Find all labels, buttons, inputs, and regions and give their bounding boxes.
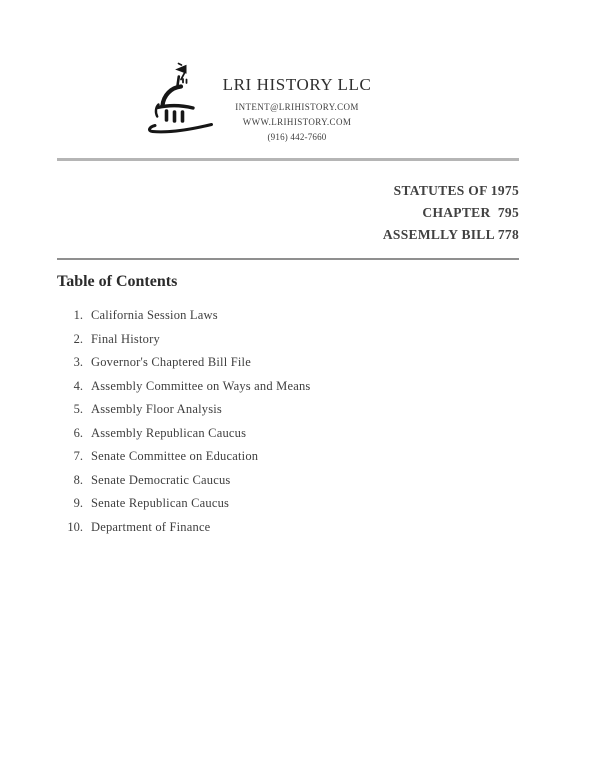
toc-item-number: 5. [73,402,83,416]
toc-heading: Table of Contents [57,273,178,290]
toc-item [0,445,600,469]
assembly-bill-line: ASSEMLLY BILL 778 [382,227,519,242]
toc-item [0,422,600,446]
toc-item [0,328,600,352]
letterhead [187,75,407,145]
toc-item-label: Senate Committee on Education [91,449,259,463]
toc-item-number: 10. [67,519,83,534]
toc-item [0,492,600,516]
company-name: LRI HISTORY LLC [222,75,372,94]
company-phone: (916) 442-7660 [267,132,327,142]
toc-list [0,304,600,539]
toc-item-label: Assembly Committee on Ways and Means [91,378,311,393]
toc-item-number: 8. [73,472,83,487]
toc-item [0,304,600,328]
toc-item [0,375,600,399]
toc-item-label: California Session Laws [91,308,218,322]
toc-item-label: Final History [91,331,160,346]
toc-item-label: Assembly Republican Caucus [91,425,247,440]
toc-item-number: 2. [73,331,83,346]
toc-item-label: Senate Republican Caucus [91,496,230,510]
horizontal-rule-bottom [57,258,519,260]
toc-item-number: 9. [73,496,83,510]
toc-item-label: Department of Finance [91,519,211,534]
toc-item-label: Assembly Floor Analysis [91,402,222,416]
statutes-year-line: STATUTES OF 1975 [393,183,519,198]
toc-item-number: 3. [73,355,83,369]
toc-item-number: 6. [73,425,83,440]
toc-item-number: 4. [73,378,83,393]
horizontal-rule-top [57,158,519,161]
toc-item-label: Governor's Chaptered Bill File [91,355,251,369]
company-website: WWW.LRIHISTORY.COM [242,117,352,127]
toc-item-number: 7. [73,449,83,463]
toc-item-label: Senate Democratic Caucus [91,472,231,487]
company-email: INTENT@LRIHISTORY.COM [235,102,359,112]
toc-item-number: 1. [73,308,83,322]
toc-item [0,516,600,540]
statute-block [383,180,519,246]
toc-item [0,351,600,375]
toc-item [0,469,600,493]
toc-item [0,398,600,422]
chapter-line: CHAPTER 795 [422,205,519,220]
